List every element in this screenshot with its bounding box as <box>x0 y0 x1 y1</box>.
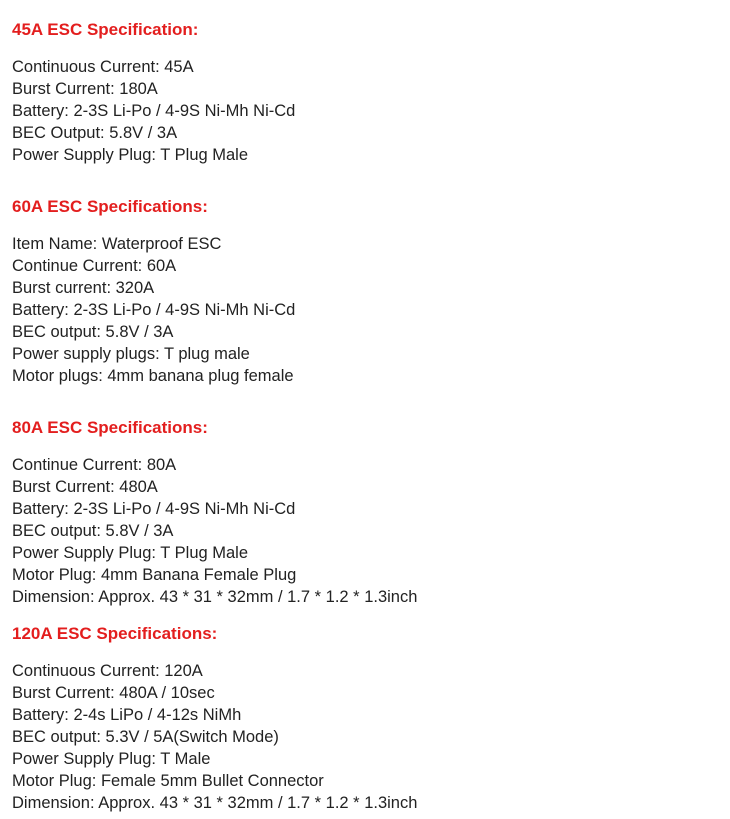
spec-line: Burst Current: 180A <box>12 80 158 98</box>
spec-line: Power Supply Plug: T Plug Male <box>12 544 249 562</box>
spec-list <box>12 233 295 387</box>
spec-line: Continuous Current: 120A <box>12 662 203 680</box>
section-heading: 60A ESC Specifications: <box>12 197 208 216</box>
spec-line: Power Supply Plug: T Plug Male <box>12 146 249 164</box>
section-heading: 120A ESC Specifications: <box>12 624 218 643</box>
spec-line: BEC output: 5.3V / 5A(Switch Mode) <box>12 728 279 746</box>
spec-line: Motor plugs: 4mm banana plug female <box>12 367 294 385</box>
spec-line: Dimension: Approx. 43 * 31 * 32mm / 1.7 * 1.2 * 1.3inch <box>12 794 418 812</box>
spec-line: Item Name: Waterproof ESC <box>12 235 222 253</box>
spec-section-45a <box>12 19 295 166</box>
spec-list <box>12 660 417 814</box>
spec-list <box>12 454 417 608</box>
spec-line: Power Supply Plug: T Male <box>12 750 211 768</box>
spec-line: BEC Output: 5.8V / 3A <box>12 124 178 142</box>
spec-section-80a <box>12 417 417 608</box>
spec-section-120a <box>12 623 417 814</box>
spec-section-60a <box>12 196 295 387</box>
spec-line: Dimension: Approx. 43 * 31 * 32mm / 1.7 * 1.2 * 1.3inch <box>12 588 418 606</box>
spec-line: Burst current: 320A <box>12 279 155 297</box>
spec-line: BEC output: 5.8V / 3A <box>12 323 174 341</box>
spec-line: Battery: 2-4s LiPo / 4-12s NiMh <box>12 706 242 724</box>
spec-line: BEC output: 5.8V / 3A <box>12 522 174 540</box>
section-heading: 45A ESC Specification: <box>12 20 199 39</box>
spec-line: Battery: 2-3S Li-Po / 4-9S Ni-Mh Ni-Cd <box>12 500 296 518</box>
section-heading: 80A ESC Specifications: <box>12 418 208 437</box>
spec-line: Burst Current: 480A / 10sec <box>12 684 215 702</box>
spec-line: Battery: 2-3S Li-Po / 4-9S Ni-Mh Ni-Cd <box>12 301 296 319</box>
spec-line: Power supply plugs: T plug male <box>12 345 250 363</box>
spec-list <box>12 56 295 166</box>
spec-line: Motor Plug: 4mm Banana Female Plug <box>12 566 297 584</box>
spec-line: Burst Current: 480A <box>12 478 158 496</box>
spec-line: Continuous Current: 45A <box>12 58 194 76</box>
spec-line: Motor Plug: Female 5mm Bullet Connector <box>12 772 324 790</box>
spec-line: Continue Current: 60A <box>12 257 177 275</box>
spec-line: Continue Current: 80A <box>12 456 177 474</box>
spec-line: Battery: 2-3S Li-Po / 4-9S Ni-Mh Ni-Cd <box>12 102 296 120</box>
